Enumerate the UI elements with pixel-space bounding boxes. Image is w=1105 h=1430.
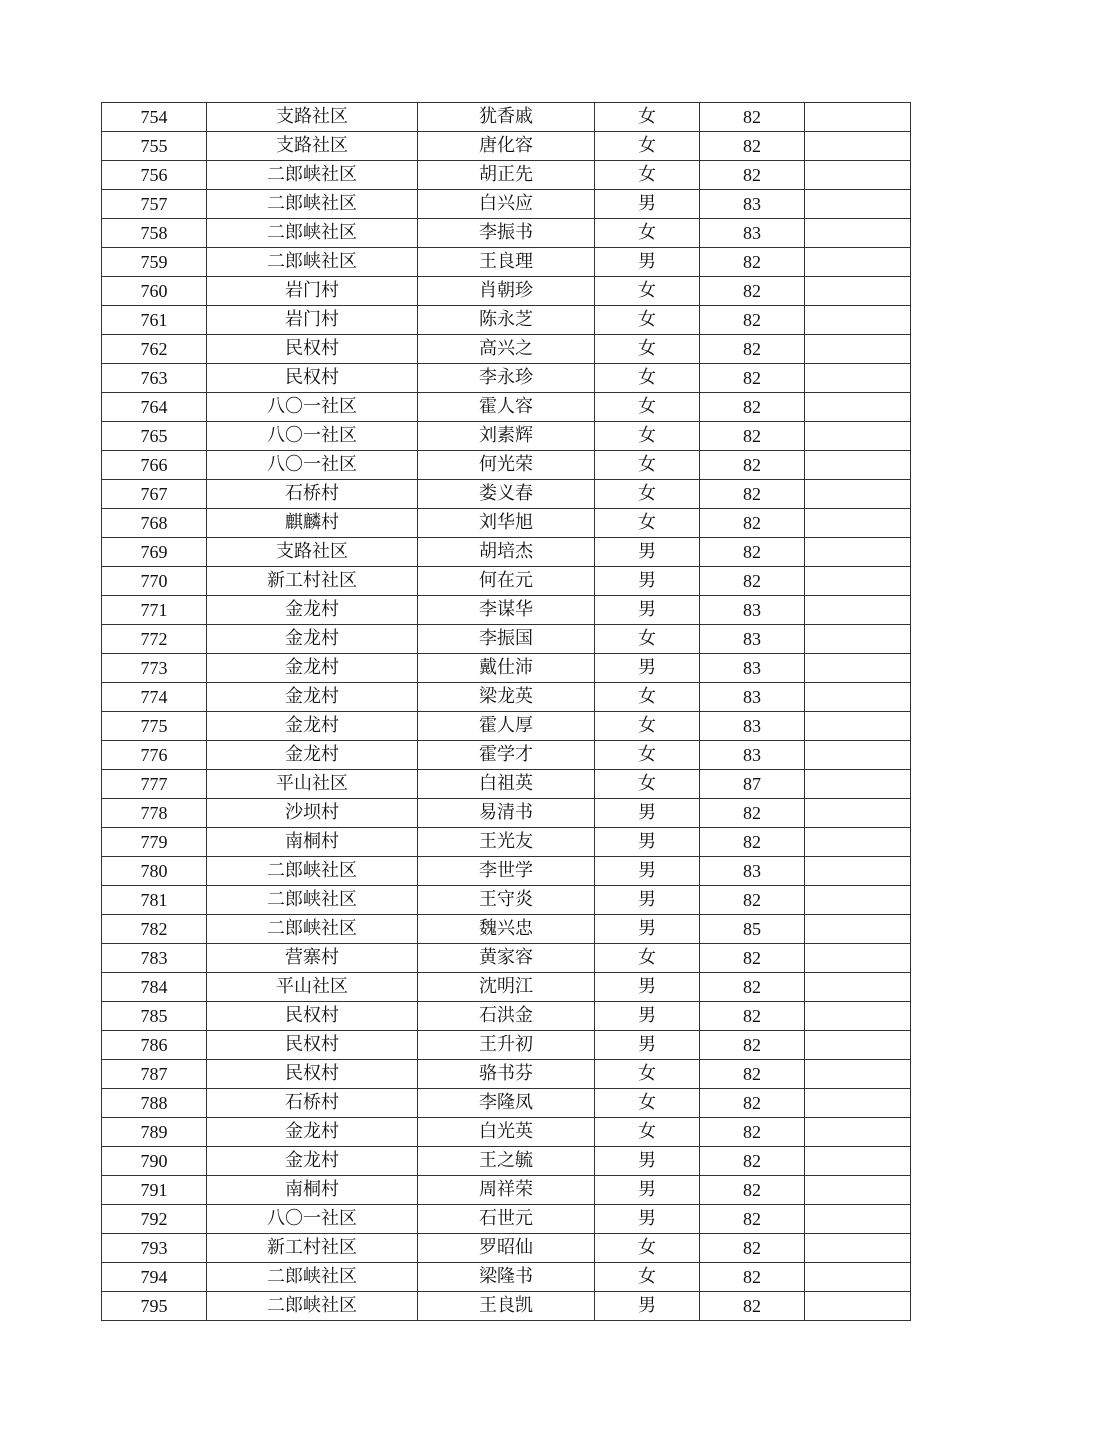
gender-cell: 女 (595, 103, 700, 132)
table-row (102, 886, 911, 915)
serial-number-cell: 772 (102, 625, 207, 654)
remark-cell (805, 741, 911, 770)
person-name-cell: 易清书 (418, 799, 595, 828)
table-row (102, 1234, 911, 1263)
age-cell: 83 (700, 857, 805, 886)
person-name-cell: 李隆凤 (418, 1089, 595, 1118)
community-cell: 金龙村 (207, 625, 418, 654)
serial-number-cell: 774 (102, 683, 207, 712)
gender-cell: 女 (595, 770, 700, 799)
age-cell: 83 (700, 712, 805, 741)
table-row (102, 654, 911, 683)
gender-cell: 女 (595, 161, 700, 190)
table-row (102, 1292, 911, 1321)
person-name-cell: 梁龙英 (418, 683, 595, 712)
community-cell: 二郎峡社区 (207, 857, 418, 886)
table-row (102, 451, 911, 480)
remark-cell (805, 1147, 911, 1176)
serial-number-cell: 786 (102, 1031, 207, 1060)
serial-number-cell: 759 (102, 248, 207, 277)
person-name-cell: 何在元 (418, 567, 595, 596)
person-name-cell: 王之毓 (418, 1147, 595, 1176)
gender-cell: 女 (595, 277, 700, 306)
person-name-cell: 霍人厚 (418, 712, 595, 741)
person-name-cell: 戴仕沛 (418, 654, 595, 683)
table-row (102, 683, 911, 712)
age-cell: 82 (700, 1089, 805, 1118)
serial-number-cell: 784 (102, 973, 207, 1002)
community-cell: 支路社区 (207, 103, 418, 132)
serial-number-cell: 757 (102, 190, 207, 219)
table-row (102, 828, 911, 857)
serial-number-cell: 776 (102, 741, 207, 770)
age-cell: 82 (700, 1205, 805, 1234)
person-name-cell: 周祥荣 (418, 1176, 595, 1205)
table-row (102, 567, 911, 596)
age-cell: 82 (700, 480, 805, 509)
remark-cell (805, 683, 911, 712)
gender-cell: 女 (595, 1118, 700, 1147)
remark-cell (805, 509, 911, 538)
person-name-cell: 白兴应 (418, 190, 595, 219)
community-cell: 二郎峡社区 (207, 1292, 418, 1321)
gender-cell: 女 (595, 393, 700, 422)
remark-cell (805, 480, 911, 509)
table-row (102, 1205, 911, 1234)
serial-number-cell: 769 (102, 538, 207, 567)
person-name-cell: 石世元 (418, 1205, 595, 1234)
person-name-cell: 何光荣 (418, 451, 595, 480)
age-cell: 82 (700, 1234, 805, 1263)
table-row (102, 393, 911, 422)
serial-number-cell: 765 (102, 422, 207, 451)
community-cell: 石桥村 (207, 1089, 418, 1118)
age-cell: 82 (700, 1002, 805, 1031)
community-cell: 支路社区 (207, 538, 418, 567)
age-cell: 82 (700, 132, 805, 161)
serial-number-cell: 780 (102, 857, 207, 886)
serial-number-cell: 755 (102, 132, 207, 161)
community-cell: 金龙村 (207, 741, 418, 770)
table-row (102, 335, 911, 364)
community-cell: 岩门村 (207, 306, 418, 335)
person-name-cell: 刘华旭 (418, 509, 595, 538)
gender-cell: 女 (595, 741, 700, 770)
person-name-cell: 刘素辉 (418, 422, 595, 451)
age-cell: 82 (700, 944, 805, 973)
community-cell: 金龙村 (207, 712, 418, 741)
serial-number-cell: 782 (102, 915, 207, 944)
gender-cell: 女 (595, 219, 700, 248)
age-cell: 82 (700, 1031, 805, 1060)
table-row (102, 364, 911, 393)
remark-cell (805, 161, 911, 190)
person-name-cell: 胡正先 (418, 161, 595, 190)
serial-number-cell: 766 (102, 451, 207, 480)
serial-number-cell: 778 (102, 799, 207, 828)
remark-cell (805, 1060, 911, 1089)
gender-cell: 女 (595, 683, 700, 712)
remark-cell (805, 364, 911, 393)
serial-number-cell: 789 (102, 1118, 207, 1147)
age-cell: 82 (700, 277, 805, 306)
community-cell: 二郎峡社区 (207, 190, 418, 219)
age-cell: 87 (700, 770, 805, 799)
remark-cell (805, 132, 911, 161)
community-cell: 民权村 (207, 1002, 418, 1031)
table-row (102, 1002, 911, 1031)
gender-cell: 女 (595, 480, 700, 509)
serial-number-cell: 758 (102, 219, 207, 248)
age-cell: 83 (700, 683, 805, 712)
table-row (102, 306, 911, 335)
gender-cell: 男 (595, 596, 700, 625)
person-name-cell: 胡培杰 (418, 538, 595, 567)
remark-cell (805, 654, 911, 683)
age-cell: 82 (700, 451, 805, 480)
age-cell: 82 (700, 1147, 805, 1176)
community-cell: 八〇一社区 (207, 451, 418, 480)
community-cell: 八〇一社区 (207, 1205, 418, 1234)
gender-cell: 男 (595, 1292, 700, 1321)
table-row (102, 103, 911, 132)
community-cell: 岩门村 (207, 277, 418, 306)
gender-cell: 男 (595, 1002, 700, 1031)
serial-number-cell: 775 (102, 712, 207, 741)
gender-cell: 女 (595, 509, 700, 538)
remark-cell (805, 451, 911, 480)
gender-cell: 女 (595, 451, 700, 480)
person-name-cell: 唐化容 (418, 132, 595, 161)
person-name-cell: 王升初 (418, 1031, 595, 1060)
table-row (102, 944, 911, 973)
serial-number-cell: 762 (102, 335, 207, 364)
serial-number-cell: 795 (102, 1292, 207, 1321)
community-cell: 麒麟村 (207, 509, 418, 538)
table-row (102, 1147, 911, 1176)
remark-cell (805, 219, 911, 248)
serial-number-cell: 783 (102, 944, 207, 973)
age-cell: 82 (700, 1118, 805, 1147)
community-cell: 金龙村 (207, 1147, 418, 1176)
gender-cell: 男 (595, 915, 700, 944)
table-row (102, 248, 911, 277)
remark-cell (805, 248, 911, 277)
remark-cell (805, 306, 911, 335)
remark-cell (805, 1205, 911, 1234)
gender-cell: 女 (595, 364, 700, 393)
person-name-cell: 王良凯 (418, 1292, 595, 1321)
age-cell: 82 (700, 509, 805, 538)
person-name-cell: 霍人容 (418, 393, 595, 422)
remark-cell (805, 799, 911, 828)
table-row (102, 1118, 911, 1147)
age-cell: 82 (700, 335, 805, 364)
remark-cell (805, 335, 911, 364)
age-cell: 83 (700, 190, 805, 219)
person-name-cell: 犹香戚 (418, 103, 595, 132)
community-cell: 营寨村 (207, 944, 418, 973)
remark-cell (805, 1176, 911, 1205)
remark-cell (805, 1031, 911, 1060)
gender-cell: 男 (595, 1205, 700, 1234)
person-name-cell: 李谋华 (418, 596, 595, 625)
community-cell: 二郎峡社区 (207, 1263, 418, 1292)
person-name-cell: 石洪金 (418, 1002, 595, 1031)
serial-number-cell: 779 (102, 828, 207, 857)
person-name-cell: 娄义春 (418, 480, 595, 509)
serial-number-cell: 788 (102, 1089, 207, 1118)
table-row (102, 509, 911, 538)
serial-number-cell: 787 (102, 1060, 207, 1089)
age-cell: 82 (700, 799, 805, 828)
gender-cell: 女 (595, 944, 700, 973)
gender-cell: 男 (595, 857, 700, 886)
community-cell: 八〇一社区 (207, 393, 418, 422)
community-cell: 金龙村 (207, 654, 418, 683)
gender-cell: 男 (595, 828, 700, 857)
serial-number-cell: 790 (102, 1147, 207, 1176)
person-name-cell: 王光友 (418, 828, 595, 857)
community-cell: 二郎峡社区 (207, 219, 418, 248)
community-cell: 二郎峡社区 (207, 161, 418, 190)
community-cell: 平山社区 (207, 973, 418, 1002)
age-cell: 83 (700, 654, 805, 683)
community-cell: 南桐村 (207, 1176, 418, 1205)
remark-cell (805, 625, 911, 654)
community-cell: 金龙村 (207, 596, 418, 625)
roster-body (102, 103, 911, 1321)
community-cell: 八〇一社区 (207, 422, 418, 451)
serial-number-cell: 771 (102, 596, 207, 625)
gender-cell: 女 (595, 335, 700, 364)
community-cell: 金龙村 (207, 1118, 418, 1147)
age-cell: 82 (700, 973, 805, 1002)
person-name-cell: 陈永芝 (418, 306, 595, 335)
remark-cell (805, 712, 911, 741)
serial-number-cell: 763 (102, 364, 207, 393)
community-cell: 金龙村 (207, 683, 418, 712)
remark-cell (805, 770, 911, 799)
person-name-cell: 肖朝珍 (418, 277, 595, 306)
community-cell: 平山社区 (207, 770, 418, 799)
person-name-cell: 魏兴忠 (418, 915, 595, 944)
person-name-cell: 李振国 (418, 625, 595, 654)
remark-cell (805, 1118, 911, 1147)
gender-cell: 女 (595, 1234, 700, 1263)
community-cell: 二郎峡社区 (207, 248, 418, 277)
gender-cell: 男 (595, 538, 700, 567)
serial-number-cell: 785 (102, 1002, 207, 1031)
age-cell: 83 (700, 596, 805, 625)
person-name-cell: 黄家容 (418, 944, 595, 973)
gender-cell: 男 (595, 1147, 700, 1176)
remark-cell (805, 1292, 911, 1321)
table-row (102, 973, 911, 1002)
community-cell: 民权村 (207, 1060, 418, 1089)
remark-cell (805, 1263, 911, 1292)
serial-number-cell: 760 (102, 277, 207, 306)
person-name-cell: 沈明江 (418, 973, 595, 1002)
remark-cell (805, 1002, 911, 1031)
table-row (102, 770, 911, 799)
table-row (102, 190, 911, 219)
gender-cell: 男 (595, 973, 700, 1002)
roster-table (101, 102, 911, 1321)
gender-cell: 女 (595, 712, 700, 741)
community-cell: 民权村 (207, 1031, 418, 1060)
community-cell: 二郎峡社区 (207, 886, 418, 915)
gender-cell: 女 (595, 1089, 700, 1118)
serial-number-cell: 761 (102, 306, 207, 335)
table-row (102, 422, 911, 451)
age-cell: 82 (700, 567, 805, 596)
table-row (102, 857, 911, 886)
gender-cell: 男 (595, 248, 700, 277)
remark-cell (805, 422, 911, 451)
age-cell: 82 (700, 886, 805, 915)
age-cell: 82 (700, 248, 805, 277)
remark-cell (805, 1234, 911, 1263)
age-cell: 82 (700, 161, 805, 190)
person-name-cell: 王良理 (418, 248, 595, 277)
remark-cell (805, 1089, 911, 1118)
person-name-cell: 白祖英 (418, 770, 595, 799)
table-row (102, 538, 911, 567)
remark-cell (805, 567, 911, 596)
community-cell: 石桥村 (207, 480, 418, 509)
age-cell: 83 (700, 625, 805, 654)
table-row (102, 596, 911, 625)
gender-cell: 女 (595, 132, 700, 161)
serial-number-cell: 794 (102, 1263, 207, 1292)
community-cell: 沙坝村 (207, 799, 418, 828)
age-cell: 82 (700, 306, 805, 335)
person-name-cell: 李世学 (418, 857, 595, 886)
remark-cell (805, 857, 911, 886)
table-row (102, 1089, 911, 1118)
gender-cell: 男 (595, 654, 700, 683)
table-row (102, 625, 911, 654)
age-cell: 82 (700, 364, 805, 393)
remark-cell (805, 538, 911, 567)
table-row (102, 480, 911, 509)
age-cell: 82 (700, 828, 805, 857)
remark-cell (805, 886, 911, 915)
gender-cell: 女 (595, 1060, 700, 1089)
remark-cell (805, 277, 911, 306)
person-name-cell: 李永珍 (418, 364, 595, 393)
table-row (102, 1263, 911, 1292)
remark-cell (805, 944, 911, 973)
age-cell: 85 (700, 915, 805, 944)
serial-number-cell: 792 (102, 1205, 207, 1234)
community-cell: 新工村社区 (207, 567, 418, 596)
serial-number-cell: 767 (102, 480, 207, 509)
gender-cell: 女 (595, 306, 700, 335)
remark-cell (805, 190, 911, 219)
serial-number-cell: 764 (102, 393, 207, 422)
serial-number-cell: 768 (102, 509, 207, 538)
age-cell: 82 (700, 1176, 805, 1205)
serial-number-cell: 777 (102, 770, 207, 799)
person-name-cell: 霍学才 (418, 741, 595, 770)
serial-number-cell: 773 (102, 654, 207, 683)
table-row (102, 741, 911, 770)
person-name-cell: 罗昭仙 (418, 1234, 595, 1263)
serial-number-cell: 793 (102, 1234, 207, 1263)
gender-cell: 男 (595, 190, 700, 219)
remark-cell (805, 103, 911, 132)
gender-cell: 男 (595, 1031, 700, 1060)
table-row (102, 712, 911, 741)
community-cell: 支路社区 (207, 132, 418, 161)
person-name-cell: 高兴之 (418, 335, 595, 364)
community-cell: 新工村社区 (207, 1234, 418, 1263)
age-cell: 82 (700, 393, 805, 422)
community-cell: 民权村 (207, 364, 418, 393)
remark-cell (805, 915, 911, 944)
age-cell: 82 (700, 538, 805, 567)
person-name-cell: 梁隆书 (418, 1263, 595, 1292)
table-row (102, 1176, 911, 1205)
age-cell: 82 (700, 1263, 805, 1292)
remark-cell (805, 596, 911, 625)
table-row (102, 1060, 911, 1089)
person-name-cell: 骆书芬 (418, 1060, 595, 1089)
person-name-cell: 白光英 (418, 1118, 595, 1147)
person-name-cell: 王守炎 (418, 886, 595, 915)
table-row (102, 915, 911, 944)
community-cell: 二郎峡社区 (207, 915, 418, 944)
table-row (102, 799, 911, 828)
serial-number-cell: 756 (102, 161, 207, 190)
table-row (102, 1031, 911, 1060)
serial-number-cell: 770 (102, 567, 207, 596)
table-row (102, 132, 911, 161)
person-name-cell: 李振书 (418, 219, 595, 248)
community-cell: 南桐村 (207, 828, 418, 857)
serial-number-cell: 791 (102, 1176, 207, 1205)
gender-cell: 男 (595, 799, 700, 828)
age-cell: 82 (700, 422, 805, 451)
serial-number-cell: 754 (102, 103, 207, 132)
community-cell: 民权村 (207, 335, 418, 364)
gender-cell: 男 (595, 886, 700, 915)
serial-number-cell: 781 (102, 886, 207, 915)
age-cell: 83 (700, 219, 805, 248)
gender-cell: 男 (595, 1176, 700, 1205)
remark-cell (805, 393, 911, 422)
table-row (102, 277, 911, 306)
table-row (102, 219, 911, 248)
age-cell: 82 (700, 1060, 805, 1089)
gender-cell: 女 (595, 422, 700, 451)
age-cell: 83 (700, 741, 805, 770)
gender-cell: 女 (595, 1263, 700, 1292)
remark-cell (805, 828, 911, 857)
age-cell: 82 (700, 1292, 805, 1321)
age-cell: 82 (700, 103, 805, 132)
gender-cell: 男 (595, 567, 700, 596)
remark-cell (805, 973, 911, 1002)
gender-cell: 女 (595, 625, 700, 654)
table-row (102, 161, 911, 190)
